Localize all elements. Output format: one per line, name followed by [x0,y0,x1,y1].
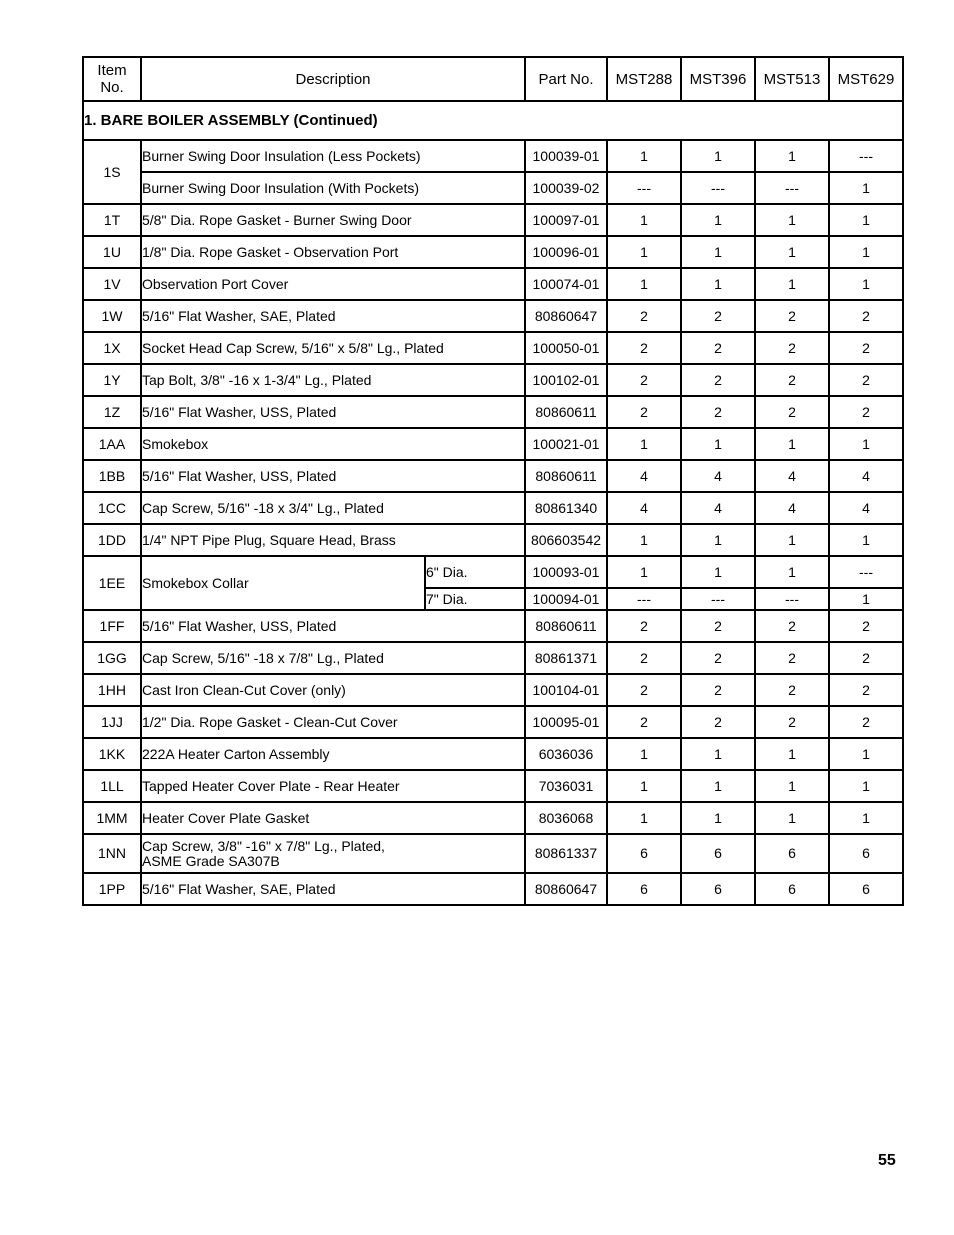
description: Burner Swing Door Insulation (Less Pockets) [141,140,525,172]
table-row [83,834,903,873]
part-no: 100094-01 [525,588,607,610]
qty-mst513: 1 [755,268,829,300]
qty-mst288: --- [607,172,681,204]
qty-mst513: 1 [755,770,829,802]
item-no: 1BB [83,460,141,492]
description-line1: Cap Screw, 3/8" -16" x 7/8" Lg., Plated, [142,837,385,854]
qty-mst513: 2 [755,706,829,738]
header-model-mst629: MST629 [829,57,903,101]
parts-table [82,56,904,906]
qty-mst513: 2 [755,642,829,674]
header-item-line2: No. [100,79,124,96]
qty-mst513: 4 [755,460,829,492]
qty-mst629: 1 [829,172,903,204]
description [141,834,525,873]
qty-mst629: 1 [829,204,903,236]
item-no: 1GG [83,642,141,674]
table-row [83,492,903,524]
part-no: 100074-01 [525,268,607,300]
qty-mst288: 4 [607,492,681,524]
qty-mst513: --- [755,172,829,204]
table-row [83,674,903,706]
table-row [83,268,903,300]
qty-mst513: 1 [755,556,829,588]
qty-mst396: 2 [681,642,755,674]
table-row [83,332,903,364]
description: 1/8" Dia. Rope Gasket - Observation Port [141,236,525,268]
qty-mst629: 2 [829,674,903,706]
qty-mst396: 2 [681,610,755,642]
item-no: 1Y [83,364,141,396]
table-row [83,428,903,460]
qty-mst288: 2 [607,674,681,706]
description: Smokebox Collar [141,556,425,610]
qty-mst396: 1 [681,556,755,588]
part-no: 80860647 [525,300,607,332]
part-no: 80860611 [525,610,607,642]
qty-mst396: 2 [681,364,755,396]
qty-mst396: 2 [681,706,755,738]
item-no: 1DD [83,524,141,556]
item-no: 1CC [83,492,141,524]
table-row [83,610,903,642]
qty-mst629: 1 [829,588,903,610]
qty-mst513: 2 [755,332,829,364]
qty-mst396: 2 [681,674,755,706]
table-row [83,172,903,204]
description: Burner Swing Door Insulation (With Pockets) [141,172,525,204]
description: 5/16" Flat Washer, USS, Plated [141,610,525,642]
qty-mst288: 2 [607,396,681,428]
description: Observation Port Cover [141,268,525,300]
qty-mst629: 1 [829,428,903,460]
qty-mst513: 2 [755,610,829,642]
item-no: 1X [83,332,141,364]
part-no: 100096-01 [525,236,607,268]
part-no: 6036036 [525,738,607,770]
table-row [83,300,903,332]
part-no: 80860647 [525,873,607,905]
table-row [83,706,903,738]
description-line2: ASME Grade SA307B [142,852,280,869]
qty-mst396: 6 [681,873,755,905]
qty-mst513: 1 [755,802,829,834]
item-no: 1KK [83,738,141,770]
qty-mst396: 4 [681,492,755,524]
part-no: 7036031 [525,770,607,802]
description: 5/16" Flat Washer, SAE, Plated [141,300,525,332]
qty-mst513: 1 [755,140,829,172]
qty-mst629: 1 [829,236,903,268]
part-no: 80860611 [525,460,607,492]
qty-mst513: 1 [755,204,829,236]
table-row [83,204,903,236]
qty-mst629: 2 [829,300,903,332]
description: Tap Bolt, 3/8" -16 x 1-3/4" Lg., Plated [141,364,525,396]
qty-mst629: 1 [829,268,903,300]
qty-mst396: 4 [681,460,755,492]
qty-mst288: 1 [607,556,681,588]
qty-mst629: --- [829,556,903,588]
part-no: 100050-01 [525,332,607,364]
part-no: 100104-01 [525,674,607,706]
qty-mst396: 1 [681,204,755,236]
qty-mst288: 1 [607,204,681,236]
qty-mst629: 2 [829,396,903,428]
qty-mst288: 4 [607,460,681,492]
qty-mst288: 2 [607,610,681,642]
description: Tapped Heater Cover Plate - Rear Heater [141,770,525,802]
description: 5/16" Flat Washer, SAE, Plated [141,873,525,905]
qty-mst629: 2 [829,706,903,738]
part-no: 100102-01 [525,364,607,396]
qty-mst288: 2 [607,364,681,396]
qty-mst629: 1 [829,738,903,770]
part-no: 80861371 [525,642,607,674]
qty-mst513: 6 [755,873,829,905]
diameter-label: 7" Dia. [425,588,525,610]
qty-mst513: 1 [755,428,829,460]
table-row [83,873,903,905]
qty-mst629: 1 [829,802,903,834]
part-no: 100095-01 [525,706,607,738]
item-no: 1NN [83,834,141,873]
header-item-no [83,57,141,101]
header-part-no: Part No. [525,57,607,101]
header-model-mst513: MST513 [755,57,829,101]
item-no: 1JJ [83,706,141,738]
qty-mst513: 2 [755,300,829,332]
diameter-label: 6" Dia. [425,556,525,588]
table-row [83,738,903,770]
item-no: 1PP [83,873,141,905]
description: 222A Heater Carton Assembly [141,738,525,770]
header-model-mst288: MST288 [607,57,681,101]
qty-mst288: 1 [607,738,681,770]
qty-mst396: 1 [681,738,755,770]
part-no: 100039-02 [525,172,607,204]
header-description: Description [141,57,525,101]
item-no: 1MM [83,802,141,834]
qty-mst396: 1 [681,236,755,268]
description: Socket Head Cap Screw, 5/16" x 5/8" Lg., Plated [141,332,525,364]
qty-mst288: 2 [607,300,681,332]
table-row [83,770,903,802]
qty-mst396: --- [681,172,755,204]
qty-mst396: 2 [681,300,755,332]
item-no: 1W [83,300,141,332]
description: Cap Screw, 5/16" -18 x 3/4" Lg., Plated [141,492,525,524]
description: Heater Cover Plate Gasket [141,802,525,834]
qty-mst396: 1 [681,770,755,802]
part-no: 80860611 [525,396,607,428]
qty-mst396: 1 [681,140,755,172]
part-no: 100021-01 [525,428,607,460]
qty-mst288: 6 [607,834,681,873]
qty-mst513: 2 [755,396,829,428]
qty-mst288: 1 [607,802,681,834]
qty-mst629: 4 [829,460,903,492]
qty-mst629: 2 [829,642,903,674]
item-no: 1U [83,236,141,268]
qty-mst513: 4 [755,492,829,524]
qty-mst288: 1 [607,140,681,172]
part-no: 100097-01 [525,204,607,236]
description: 1/4" NPT Pipe Plug, Square Head, Brass [141,524,525,556]
qty-mst513: 2 [755,674,829,706]
part-no: 100093-01 [525,556,607,588]
table-row [83,396,903,428]
qty-mst629: 2 [829,332,903,364]
item-no: 1HH [83,674,141,706]
item-no: 1EE [83,556,141,610]
table-row [83,524,903,556]
section-row [83,101,903,140]
qty-mst288: 1 [607,524,681,556]
item-no: 1Z [83,396,141,428]
header-row [83,57,903,101]
qty-mst288: 1 [607,236,681,268]
qty-mst396: 6 [681,834,755,873]
description: Smokebox [141,428,525,460]
item-no: 1V [83,268,141,300]
qty-mst629: 6 [829,834,903,873]
qty-mst288: 2 [607,642,681,674]
qty-mst396: 1 [681,428,755,460]
qty-mst288: 1 [607,268,681,300]
table-row [83,642,903,674]
item-no: 1AA [83,428,141,460]
table-row [83,236,903,268]
part-no: 8036068 [525,802,607,834]
qty-mst288: --- [607,588,681,610]
part-no: 80861340 [525,492,607,524]
qty-mst513: --- [755,588,829,610]
qty-mst629: 4 [829,492,903,524]
qty-mst513: 1 [755,524,829,556]
header-model-mst396: MST396 [681,57,755,101]
table-row [83,556,903,588]
qty-mst513: 6 [755,834,829,873]
qty-mst513: 2 [755,364,829,396]
qty-mst629: --- [829,140,903,172]
qty-mst288: 1 [607,770,681,802]
qty-mst629: 6 [829,873,903,905]
description: 1/2" Dia. Rope Gasket - Clean-Cut Cover [141,706,525,738]
qty-mst396: 2 [681,332,755,364]
table-row [83,364,903,396]
qty-mst513: 1 [755,738,829,770]
qty-mst396: 1 [681,268,755,300]
description: 5/8" Dia. Rope Gasket - Burner Swing Door [141,204,525,236]
table-row [83,802,903,834]
qty-mst396: 1 [681,802,755,834]
description: Cast Iron Clean-Cut Cover (only) [141,674,525,706]
item-no: 1FF [83,610,141,642]
part-no: 100039-01 [525,140,607,172]
section-title: 1. BARE BOILER ASSEMBLY (Continued) [83,101,903,140]
description: Cap Screw, 5/16" -18 x 7/8" Lg., Plated [141,642,525,674]
part-no: 80861337 [525,834,607,873]
description: 5/16" Flat Washer, USS, Plated [141,396,525,428]
qty-mst396: --- [681,588,755,610]
qty-mst629: 2 [829,364,903,396]
qty-mst288: 2 [607,332,681,364]
qty-mst629: 2 [829,610,903,642]
table-row [83,460,903,492]
qty-mst288: 1 [607,428,681,460]
item-no: 1LL [83,770,141,802]
part-no: 806603542 [525,524,607,556]
description: 5/16" Flat Washer, USS, Plated [141,460,525,492]
item-no: 1S [83,140,141,204]
table-row [83,140,903,172]
qty-mst396: 1 [681,524,755,556]
qty-mst513: 1 [755,236,829,268]
header-item-line1: Item [97,62,127,79]
item-no: 1T [83,204,141,236]
qty-mst629: 1 [829,524,903,556]
qty-mst288: 6 [607,873,681,905]
qty-mst288: 2 [607,706,681,738]
page-number: 55 [878,1152,896,1169]
qty-mst396: 2 [681,396,755,428]
qty-mst629: 1 [829,770,903,802]
